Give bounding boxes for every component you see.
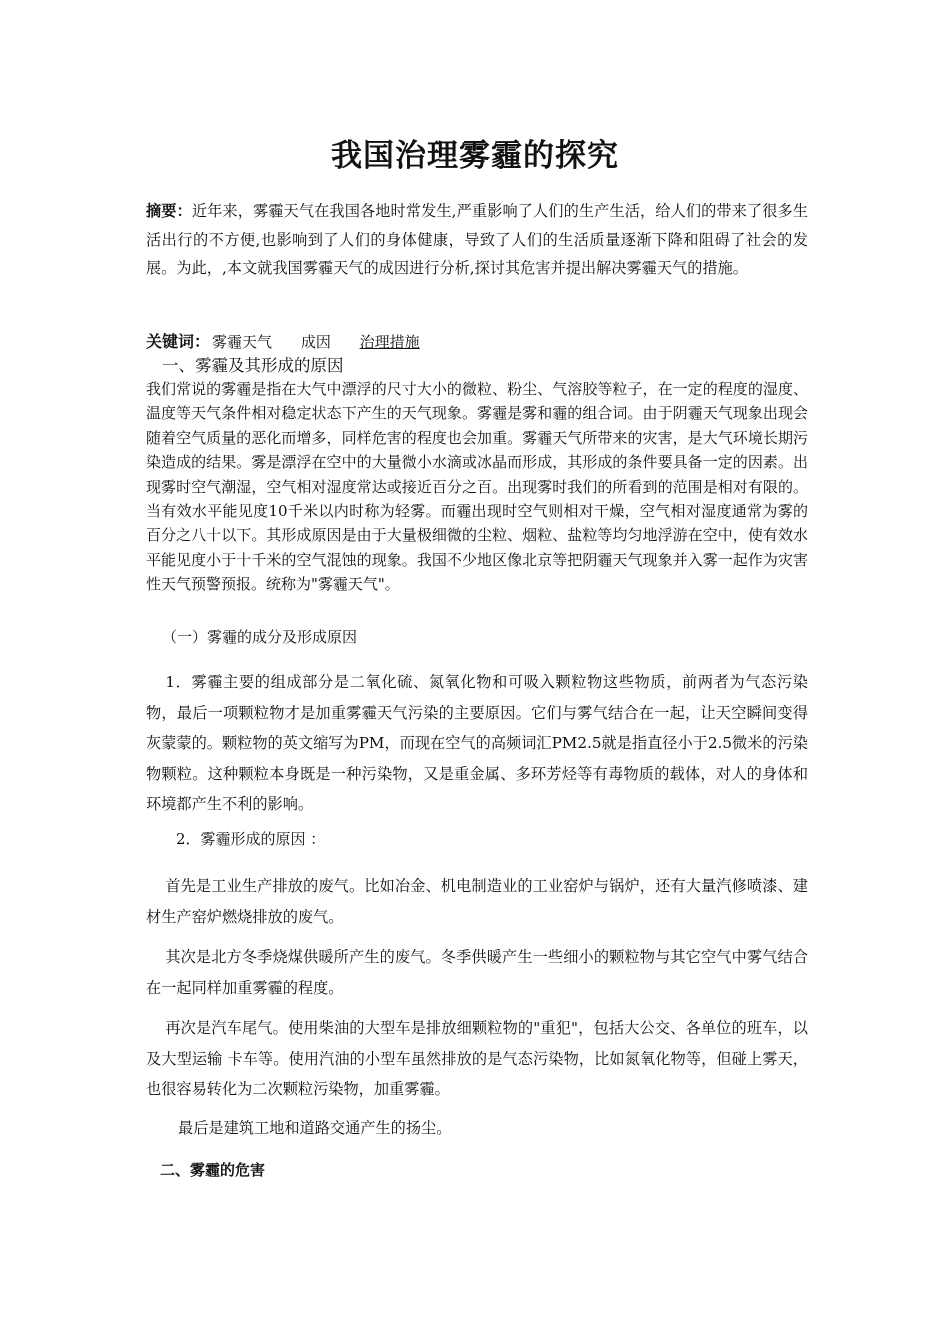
paragraph: 其次是北方冬季烧煤供暖所产生的废气。冬季供暖产生一些细小的颗粒物与其它空气中雾气结合在一起同样加重雾霾的程度。 [146, 948, 808, 997]
section-heading: 一、雾霾及其形成的原因 [162, 356, 344, 375]
keyword-item: 成因 [300, 333, 331, 351]
subsection-heading: 2．雾霾形成的原因 ： [176, 830, 326, 848]
keywords [146, 329, 442, 352]
subsection-heading: （一）雾霾的成分及形成原因 [162, 628, 358, 646]
document-title: 我国治理雾霾的探究 [331, 138, 619, 174]
abstract-text: 近年来，雾霾天气在我国各地时常发生,严重影响了人们的生产生活，给人们的带来了很多生活出行的不方便,也影响到了人们的身体健康，导致了人们的生活质量逐渐下降和阻碍了社会的发展。为此，,本文就我国雾霾天气的成因进行分析,探讨其危害并提出解决雾霾天气的措施。 [146, 202, 809, 277]
keyword-item: 雾霾天气 [212, 333, 273, 351]
paragraph: 最后是建筑工地和道路交通产生的扬尘。 [178, 1119, 452, 1137]
section-body: 我们常说的雾霾是指在大气中漂浮的尺寸大小的微粒、粉尘、气溶胶等粒子，在一定的程度的湿度、温度等天气条件相对稳定状态下产生的天气现象。雾霾是雾和霾的组合词。由于阴霾天气现象出现会随着空气质量的恶化而增多，同样危害的程度也会加重。雾霾天气所带来的灾害，是大气环境长期污染造成的结果。雾是漂浮在空中的大量微小水滴或冰晶而形成，其形成的条件要具备一定的因素。出现雾时空气潮湿，空气相对湿度常达或接近百分之百。出现雾时我们的所看到的范围是相对有限的。当有效水平能见度10千米以内时称为轻雾。而霾出现时空气则相对干燥，空气相对湿度通常为雾的百分之八十以下。其形成原因是由于大量极细微的尘粒、烟粒、盐粒等均匀地浮游在空中，使有效水平能见度小于十千米的空气混蚀的现象。我国不少地区像北京等把阴霾天气现象并入雾一起作为灾害性天气预警预报。统称为"雾霾天气"。 [146, 380, 808, 594]
paragraph: 再次是汽车尾气。使用柴油的大型车是排放细颗粒物的"重犯"，包括大公交、各单位的班车，以及大型运输 卡车等。使用汽油的小型车虽然排放的是气态污染物，比如氮氧化物等，但碰上雾天，也很容易转化为二次颗粒污染物，加重雾霾。 [146, 1019, 808, 1098]
paragraph: 1．雾霾主要的组成部分是二氧化硫、氮氧化物和可吸入颗粒物这些物质，前两者为气态污染物，最后一项颗粒物才是加重雾霾天气污染的主要原因。它们与雾气结合在一起，让天空瞬间变得灰蒙蒙的。颗粒物的英文缩写为PM，而现在空气的高频词汇PM2.5就是指直径小于2.5微米的污染物颗粒。这种颗粒本身既是一种污染物，又是重金属、多环芳烃等有毒物质的载体，对人的身体和环境都产生不利的影响。 [146, 673, 808, 813]
keywords-label: 关键词： [146, 332, 211, 351]
abstract [146, 197, 808, 283]
abstract-label: 摘要： [146, 202, 192, 220]
section-heading: 二、雾霾的危害 [160, 1161, 266, 1179]
paragraph: 首先是工业生产排放的废气。比如冶金、机电制造业的工业窑炉与锅炉，还有大量汽修喷漆、建材生产窑炉燃烧排放的废气。 [146, 877, 808, 926]
keyword-item: 治理措施 [359, 333, 420, 351]
